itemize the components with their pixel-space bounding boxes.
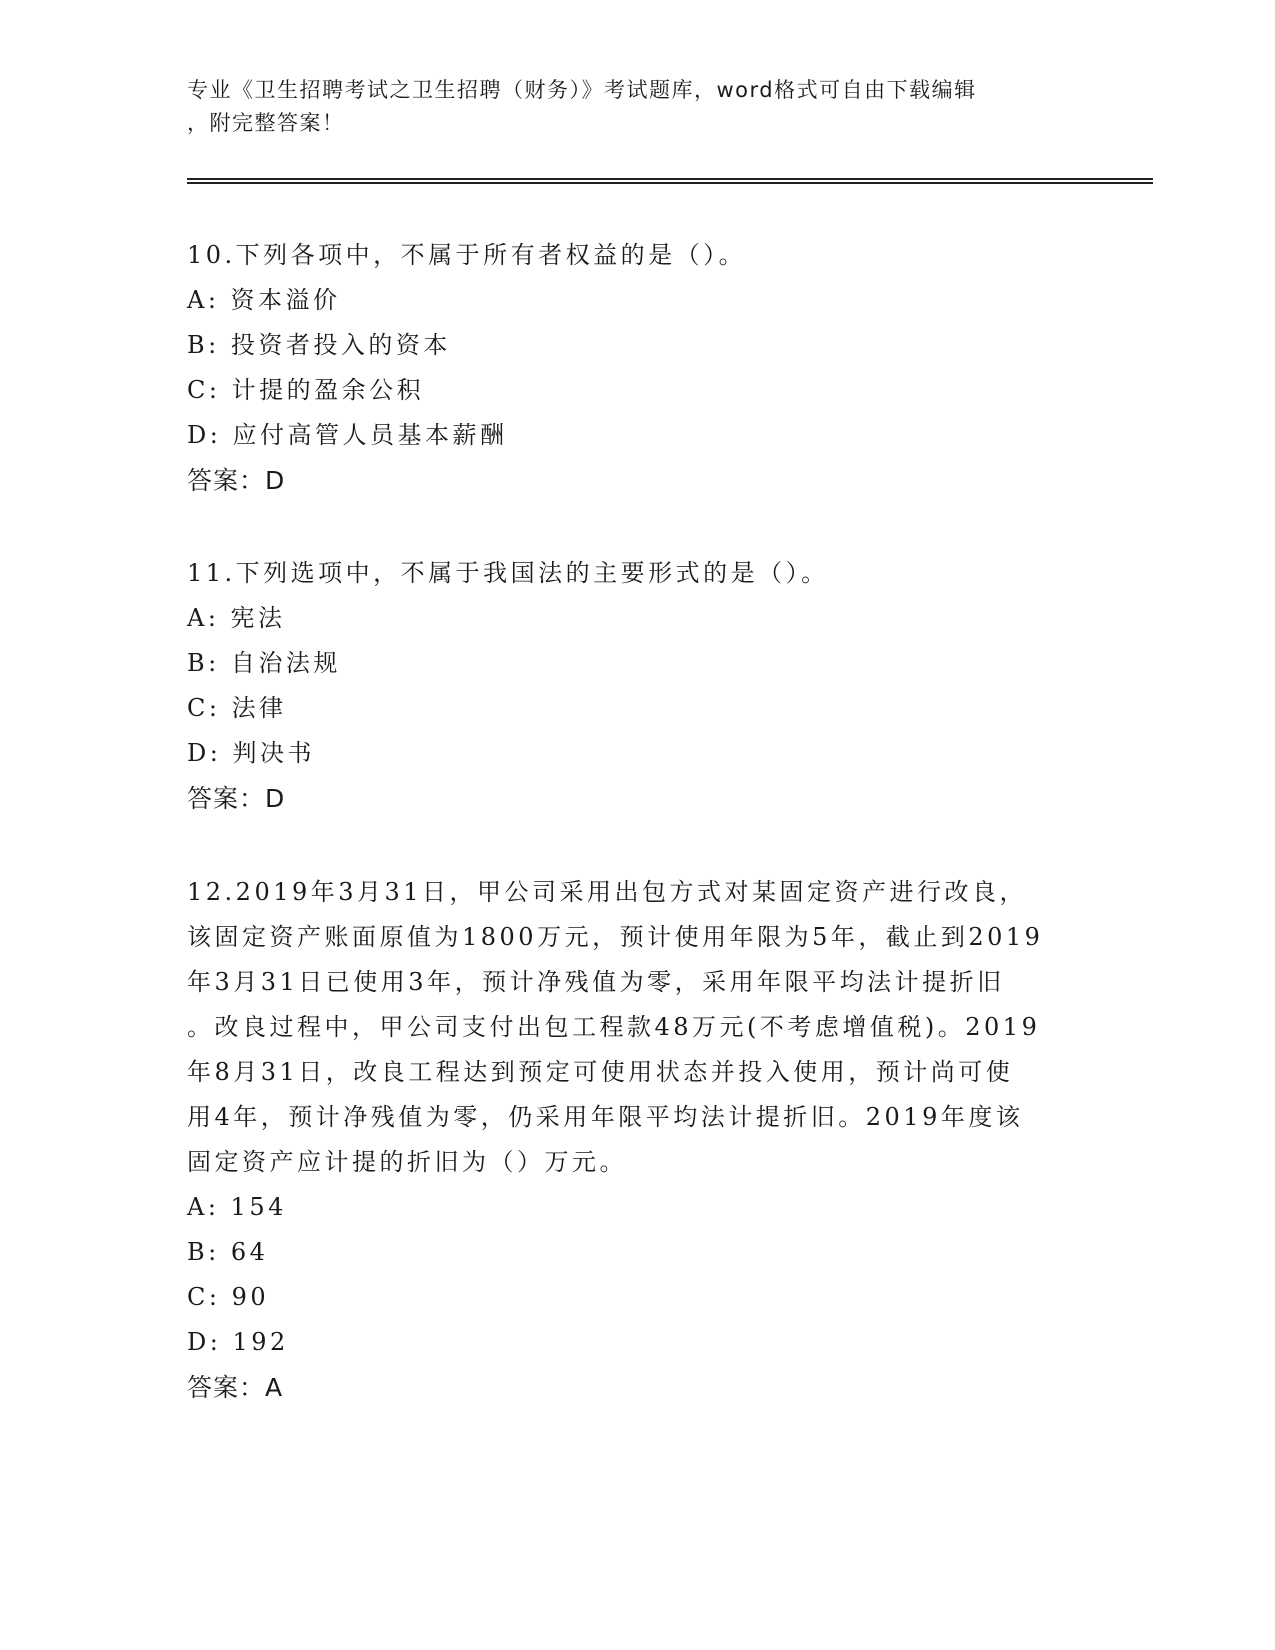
option-c: C: 法律: [187, 694, 287, 722]
question-10: [187, 233, 1087, 503]
option-c: C: 90: [187, 1283, 270, 1311]
option-a: A: 资本溢价: [187, 286, 341, 314]
header-line-2: ，附完整答案！: [187, 111, 345, 135]
document-header: [187, 74, 1067, 140]
header-divider-bottom: [187, 182, 1153, 184]
question-stem-line: 年3月31日已使用3年，预计净残值为零，采用年限平均法计提折旧: [187, 968, 1005, 996]
question-stem: 11.下列选项中，不属于我国法的主要形式的是（）。: [187, 559, 829, 587]
answer: 答案：D: [187, 784, 286, 813]
question-11: [187, 551, 1087, 821]
option-b: B: 投资者投入的资本: [187, 331, 451, 359]
option-c: C: 计提的盈余公积: [187, 376, 425, 404]
option-b: B: 自治法规: [187, 649, 341, 677]
header-divider-top: [187, 178, 1153, 180]
option-d: D: 判决书: [187, 739, 315, 767]
option-a: A: 宪法: [187, 604, 286, 632]
option-d: D: 应付高管人员基本薪酬: [187, 421, 508, 449]
option-b: B: 64: [187, 1238, 269, 1266]
question-stem-line: 年8月31日，改良工程达到预定可使用状态并投入使用，预计尚可使: [187, 1058, 1014, 1086]
question-stem-line: 用4年，预计净残值为零，仍采用年限平均法计提折旧。2019年度该: [187, 1103, 1024, 1131]
question-stem-line: 12.2019年3月31日，甲公司采用出包方式对某固定资产进行改良，: [187, 878, 1028, 906]
question-stem-line: 。改良过程中，甲公司支付出包工程款48万元(不考虑增值税)。2019: [187, 1013, 1041, 1041]
answer: 答案：D: [187, 466, 286, 495]
option-a: A: 154: [187, 1193, 287, 1221]
question-stem-line: 该固定资产账面原值为1800万元，预计使用年限为5年，截止到2019: [187, 923, 1044, 951]
question-stem: 10.下列各项中，不属于所有者权益的是（）。: [187, 241, 747, 269]
answer: 答案：A: [187, 1373, 284, 1402]
option-d: D: 192: [187, 1328, 289, 1356]
question-stem-line: 固定资产应计提的折旧为（）万元。: [187, 1148, 627, 1176]
header-line-1: 专业《卫生招聘考试之卫生招聘（财务）》考试题库，word格式可自由下载编辑: [187, 78, 977, 102]
question-12: [187, 870, 1087, 1410]
